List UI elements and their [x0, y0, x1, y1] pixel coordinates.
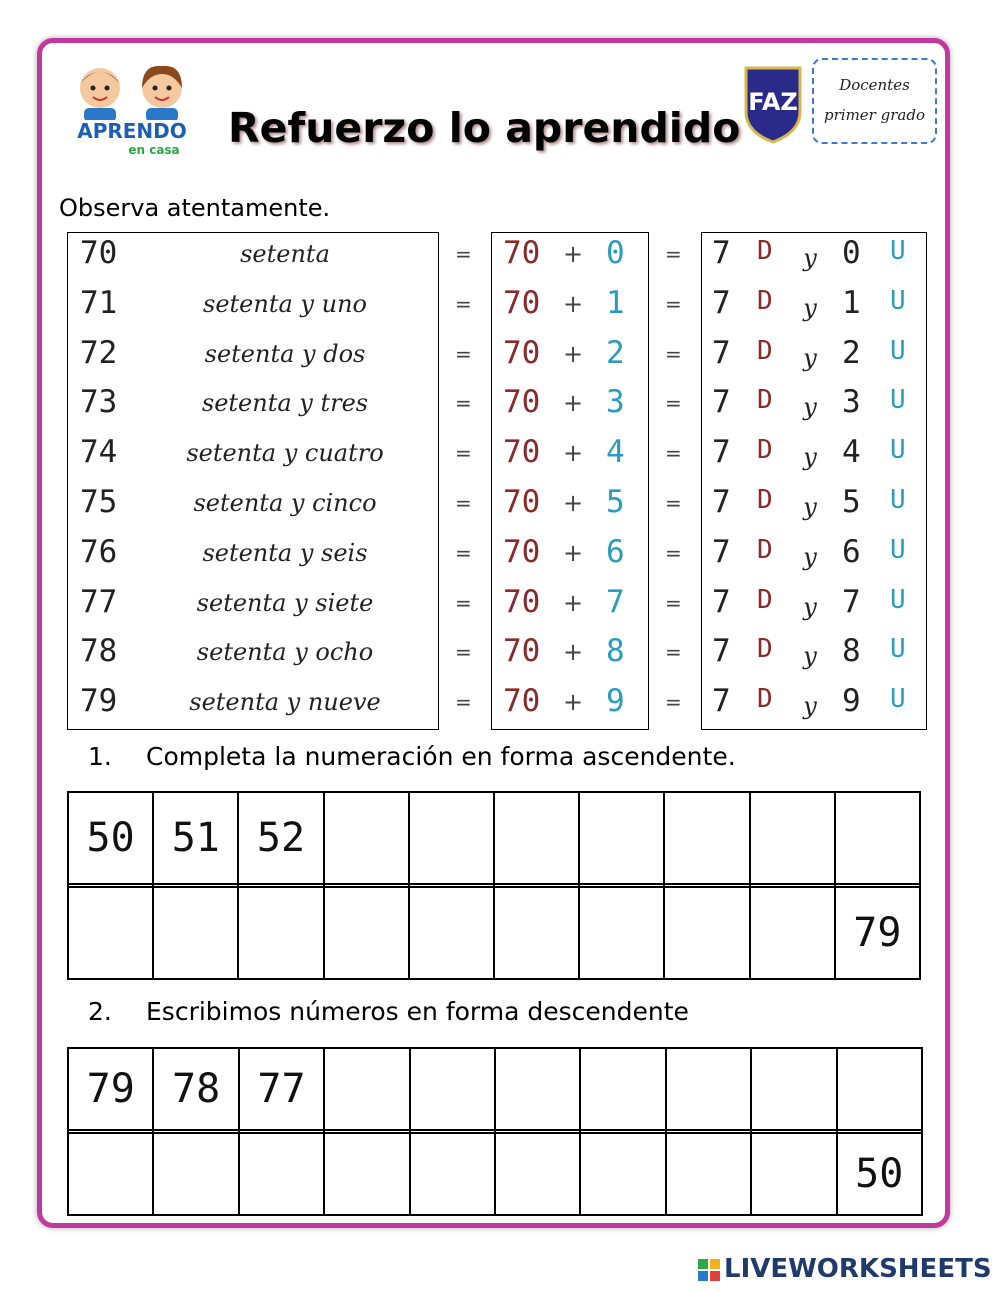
plus-sign: +: [563, 688, 584, 717]
plus-sign: +: [563, 489, 584, 517]
grid-cell: 79: [68, 1048, 153, 1130]
question-2-text: Escribimos números en forma descendente: [146, 997, 689, 1026]
tens-letter: D: [757, 584, 773, 615]
grid-cell[interactable]: [68, 887, 153, 979]
ascending-grid: [67, 791, 921, 980]
row-word: setenta y siete: [196, 588, 374, 617]
tens-letter: D: [757, 385, 773, 416]
equals-sign: =: [455, 291, 472, 316]
grid-cell: 78: [153, 1048, 238, 1130]
tens-digit: 7: [712, 683, 731, 720]
descending-grid: [67, 1047, 923, 1216]
units-value: 6: [606, 533, 625, 570]
tens-value: 70: [503, 683, 541, 720]
units-digit: 9: [842, 683, 861, 720]
grid-cell[interactable]: [579, 887, 664, 979]
row-word: setenta y dos: [204, 339, 366, 368]
liveworksheets-icon: [698, 1259, 720, 1281]
badge-line-2: primer grado: [824, 106, 925, 124]
grid-cell: 50: [837, 1133, 922, 1215]
units-digit: 0: [842, 235, 861, 271]
plus-sign: +: [563, 339, 584, 368]
plus-sign: +: [563, 289, 584, 318]
units-value: 5: [606, 484, 625, 520]
row-number: 76: [80, 533, 118, 570]
row-number: 72: [80, 334, 118, 371]
units-value: 7: [606, 583, 625, 620]
equals-sign: =: [665, 441, 682, 466]
grid-cell: 50: [68, 792, 153, 884]
grid-cell[interactable]: [837, 1048, 922, 1130]
units-value: 1: [606, 284, 625, 321]
units-digit: 6: [842, 533, 861, 570]
equals-sign: =: [665, 341, 682, 366]
row-number: 79: [80, 683, 118, 720]
tens-digit: 7: [712, 235, 731, 271]
units-value: 9: [606, 683, 625, 720]
units-digit: 4: [842, 434, 861, 471]
units-letter: U: [890, 534, 906, 565]
instruction-text: Observa atentamente.: [59, 194, 331, 222]
page-title: Refuerzo lo aprendido: [228, 104, 741, 152]
equals-sign: =: [665, 291, 682, 316]
units-letter: U: [890, 285, 906, 316]
grid-cell[interactable]: [238, 887, 323, 979]
row-word: setenta y ocho: [196, 638, 374, 667]
grid-cell[interactable]: [495, 1133, 580, 1215]
badge-line-1: Docentes: [839, 76, 910, 94]
units-digit: 2: [842, 334, 861, 371]
plus-sign: +: [563, 389, 584, 418]
units-digit: 5: [842, 484, 861, 520]
tens-letter: D: [757, 335, 773, 366]
grid-cell[interactable]: [664, 792, 749, 884]
tens-value: 70: [503, 334, 541, 371]
tens-digit: 7: [712, 633, 731, 670]
units-letter: U: [890, 485, 906, 515]
logo-text-aprendo: APRENDO: [77, 119, 187, 143]
faz-shield-logo: [742, 64, 804, 144]
equals-sign: =: [455, 441, 472, 466]
grid-cell[interactable]: [580, 1133, 665, 1215]
equals-sign: =: [665, 491, 682, 515]
tens-digit: 7: [712, 334, 731, 371]
tens-digit: 7: [712, 384, 731, 421]
tens-value: 70: [503, 434, 541, 471]
question-1-number: 1.: [88, 742, 112, 771]
row-word: setenta y cinco: [193, 489, 377, 517]
logo-text-en-casa: en casa: [128, 143, 180, 157]
units-value: 8: [606, 633, 625, 670]
equals-sign: =: [455, 540, 472, 565]
tens-value: 70: [503, 384, 541, 421]
equals-sign: =: [665, 242, 682, 266]
units-value: 0: [606, 235, 625, 271]
y-connector: y: [803, 692, 817, 721]
plus-sign: +: [563, 439, 584, 468]
grid-cell[interactable]: [664, 887, 749, 979]
tens-value: 70: [503, 583, 541, 620]
row-word: setenta y nueve: [189, 688, 381, 717]
y-connector: y: [803, 493, 817, 521]
grid-cell[interactable]: [410, 1048, 495, 1130]
row-number: 71: [80, 284, 118, 321]
equals-sign: =: [665, 640, 682, 665]
row-word: setenta y seis: [202, 538, 368, 567]
equals-sign: =: [455, 242, 472, 266]
grid-cell: 77: [239, 1048, 324, 1130]
row-number: 74: [80, 434, 118, 471]
y-connector: y: [803, 393, 817, 422]
aprendo-en-casa-logo: [62, 58, 202, 158]
faz-text: FAZ: [748, 88, 798, 116]
tens-value: 70: [503, 633, 541, 670]
grid-cell[interactable]: [410, 1133, 495, 1215]
grid-cell[interactable]: [494, 887, 579, 979]
units-letter: U: [890, 385, 906, 416]
grid-cell[interactable]: [666, 1133, 751, 1215]
y-connector: y: [803, 542, 817, 571]
y-connector: y: [803, 642, 817, 671]
equals-sign: =: [455, 391, 472, 416]
tens-digit: 7: [712, 533, 731, 570]
grid-cell[interactable]: [324, 792, 409, 884]
row-number: 75: [80, 484, 118, 520]
y-connector: y: [803, 293, 817, 322]
grid-row: [68, 1048, 922, 1130]
grid-row: [68, 1133, 922, 1215]
tens-letter: D: [757, 634, 773, 665]
plus-sign: +: [563, 638, 584, 667]
units-value: 2: [606, 334, 625, 371]
y-connector: y: [803, 592, 817, 621]
liveworksheets-brand: LIVEWORKSHEETS: [724, 1254, 992, 1284]
tens-value: 70: [503, 484, 541, 520]
row-number: 73: [80, 384, 118, 421]
tens-digit: 7: [712, 484, 731, 520]
units-value: 3: [606, 384, 625, 421]
units-digit: 7: [842, 583, 861, 620]
equals-sign: =: [665, 391, 682, 416]
units-value: 4: [606, 434, 625, 471]
grid-cell[interactable]: [751, 1133, 836, 1215]
plus-sign: +: [563, 588, 584, 617]
grid-cell[interactable]: [835, 792, 920, 884]
units-letter: U: [890, 684, 906, 715]
tens-letter: D: [757, 684, 773, 715]
tens-letter: D: [757, 435, 773, 466]
tens-letter: D: [757, 236, 773, 266]
units-digit: 3: [842, 384, 861, 421]
grid-cell[interactable]: [68, 1133, 153, 1215]
equals-sign: =: [665, 540, 682, 565]
y-connector: y: [803, 244, 817, 272]
equals-sign: =: [665, 590, 682, 615]
grid-cell[interactable]: [751, 1048, 836, 1130]
grid-cell[interactable]: [495, 1048, 580, 1130]
docentes-badge: [812, 58, 937, 144]
grid-cell: 51: [153, 792, 238, 884]
grid-cell[interactable]: [750, 792, 835, 884]
grid-cell[interactable]: [750, 887, 835, 979]
tens-value: 70: [503, 533, 541, 570]
grid-cell[interactable]: [666, 1048, 751, 1130]
grid-cell: 52: [238, 792, 323, 884]
tens-digit: 7: [712, 284, 731, 321]
tens-letter: D: [757, 534, 773, 565]
grid-cell[interactable]: [324, 887, 409, 979]
grid-cell[interactable]: [579, 792, 664, 884]
tens-digit: 7: [712, 583, 731, 620]
grid-cell[interactable]: [494, 792, 579, 884]
grid-cell[interactable]: [239, 1133, 324, 1215]
equals-sign: =: [455, 341, 472, 366]
grid-row: [68, 792, 920, 884]
grid-cell[interactable]: [324, 1048, 409, 1130]
units-letter: U: [890, 236, 906, 266]
plus-sign: +: [563, 538, 584, 567]
row-number: 70: [80, 235, 118, 271]
row-word: setenta: [240, 240, 330, 268]
units-digit: 8: [842, 633, 861, 670]
equals-sign: =: [455, 491, 472, 515]
question-2-number: 2.: [88, 997, 112, 1026]
plus-sign: +: [563, 240, 584, 268]
tens-digit: 7: [712, 434, 731, 471]
grid-cell[interactable]: [580, 1048, 665, 1130]
tens-value: 70: [503, 284, 541, 321]
grid-cell[interactable]: [324, 1133, 409, 1215]
row-number: 77: [80, 583, 118, 620]
row-word: setenta y uno: [203, 289, 367, 318]
grid-cell[interactable]: [153, 887, 238, 979]
units-letter: U: [890, 584, 906, 615]
equals-sign: =: [455, 640, 472, 665]
row-word: setenta y cuatro: [186, 439, 384, 468]
units-letter: U: [890, 634, 906, 665]
grid-cell[interactable]: [409, 887, 494, 979]
tens-value: 70: [503, 235, 541, 271]
question-1-text: Completa la numeración en forma ascendente.: [146, 742, 736, 771]
row-number: 78: [80, 633, 118, 670]
units-letter: U: [890, 435, 906, 466]
equals-sign: =: [665, 690, 682, 715]
y-connector: y: [803, 443, 817, 472]
equals-sign: =: [455, 590, 472, 615]
grid-row: [68, 887, 920, 979]
y-connector: y: [803, 343, 817, 372]
units-letter: U: [890, 335, 906, 366]
grid-cell[interactable]: [409, 792, 494, 884]
tens-letter: D: [757, 285, 773, 316]
units-digit: 1: [842, 284, 861, 321]
tens-letter: D: [757, 485, 773, 515]
grid-cell[interactable]: [153, 1133, 238, 1215]
row-word: setenta y tres: [201, 389, 369, 418]
grid-cell: 79: [835, 887, 920, 979]
equals-sign: =: [455, 690, 472, 715]
